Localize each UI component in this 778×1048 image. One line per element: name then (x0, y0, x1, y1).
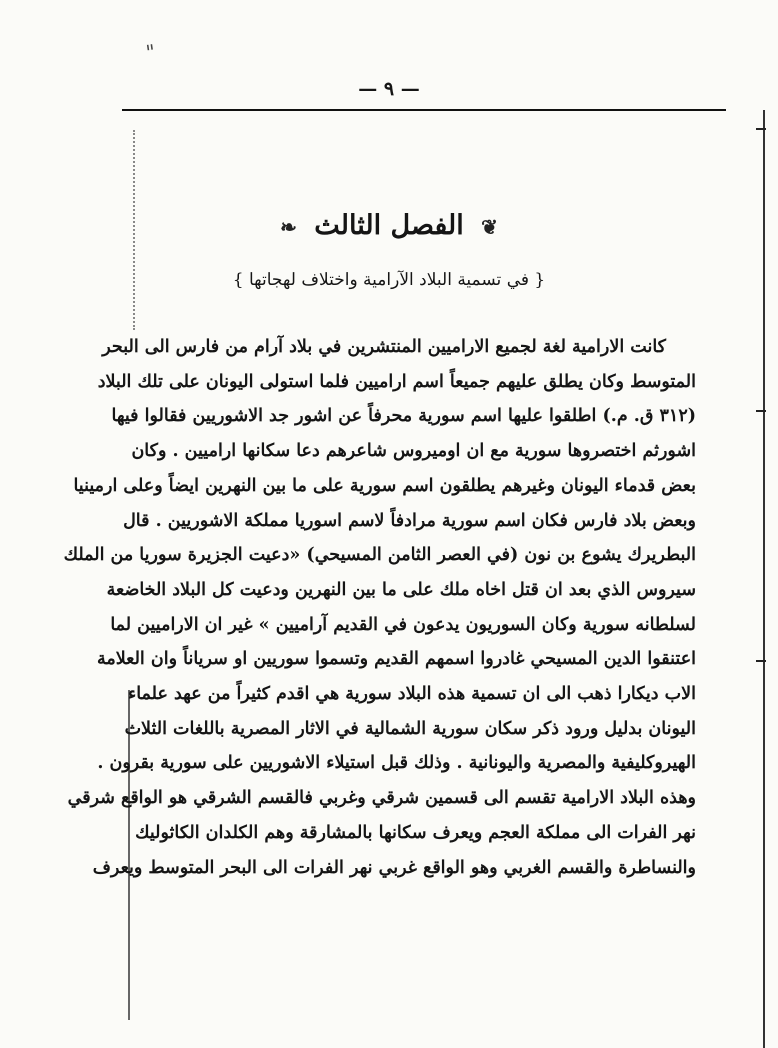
text-line: اليونان بدليل ورود ذكر سكان سورية الشمالية في الاثار المصرية باللغات الثلاث (124, 718, 696, 739)
text-line: والنساطرة والقسم الغربي وهو الواقع غربي نهر الفرات الى البحر المتوسط ويعرف (92, 857, 696, 878)
page-corner-mark: " (144, 39, 157, 65)
ornament-right-icon: ❦ (481, 215, 498, 239)
scan-right-edge (763, 110, 765, 1048)
scan-edge-tick (756, 660, 766, 662)
text-line: البطريرك يشوع بن نون (في العصر الثامن المسيحي) «دعيت الجزيرة سوريا من الملك (63, 545, 696, 566)
text-line: الهيروكليفية والمصرية واليونانية . وذلك قبل استيلاء الاشوريين على سورية بقرون . (97, 753, 696, 774)
chapter-subtitle: { في تسمية البلاد الآرامية واختلاف لهجاتها } (232, 270, 546, 290)
text-line: سيروس الذي بعد ان قتل اخاه ملك على ما بين النهرين ودعيت كل البلاد الخاضعة (106, 579, 696, 600)
page-number: — ٩ — (358, 78, 420, 100)
ornament-left-icon: ❧ (280, 215, 297, 239)
text-line: بعض قدماء اليونان وغيرهم يطلقون اسم سورية على ما بين النهرين ايضاً وعلى ارمينيا (73, 475, 696, 496)
text-line: لسلطانه سورية وكان السوريون يدعون في القديم آراميين » غير ان الاراميين لما (110, 614, 696, 635)
body-paragraph (63, 330, 696, 885)
scan-edge-tick (756, 128, 766, 130)
scan-edge-tick (756, 410, 766, 412)
text-line: وبعض بلاد فارس فكان اسم سورية مرادفاً لاسم اسوريا مملكة الاشوريين . قال (123, 510, 696, 531)
text-line: (٣١٢ ق. م.) اطلقوا عليها اسم سورية محرفاً عن اشور جد الاشوريين فقالوا فيها (111, 406, 696, 427)
text-line: نهر الفرات الى مملكة العجم ويعرف سكانها بالمشارقة وهم الكلدان الكاثوليك (135, 822, 696, 843)
header-rule (122, 109, 726, 111)
chapter-title (0, 210, 778, 241)
text-line: الاب ديكارا ذهب الى ان تسمية هذه البلاد سورية هي اقدم كثيراً من عهد علماء (127, 684, 696, 705)
text-line: اعتنقوا الدين المسيحي غادروا اسمهم القديم وتسموا سوريين او سرياناً وان العلامة (96, 649, 696, 670)
text-line: كانت الارامية لغة لجميع الاراميين المنتشرين في بلاد آرام من فارس الى البحر (102, 337, 666, 357)
text-line: المتوسط وكان يطلق عليهم جميعاً اسم اراميين فلما استولى اليونان على تلك البلاد (97, 371, 696, 392)
text-line: اشورثم اختصروها سورية مع ان اوميروس شاعرهم دعا سكانها اراميين . وكان (131, 441, 696, 462)
chapter-title-text: الفصل الثالث (314, 210, 464, 241)
text-line: وهذه البلاد الارامية تقسم الى قسمين شرقي وغربي فالقسم الشرقي هو الواقع شرقي (67, 788, 696, 809)
